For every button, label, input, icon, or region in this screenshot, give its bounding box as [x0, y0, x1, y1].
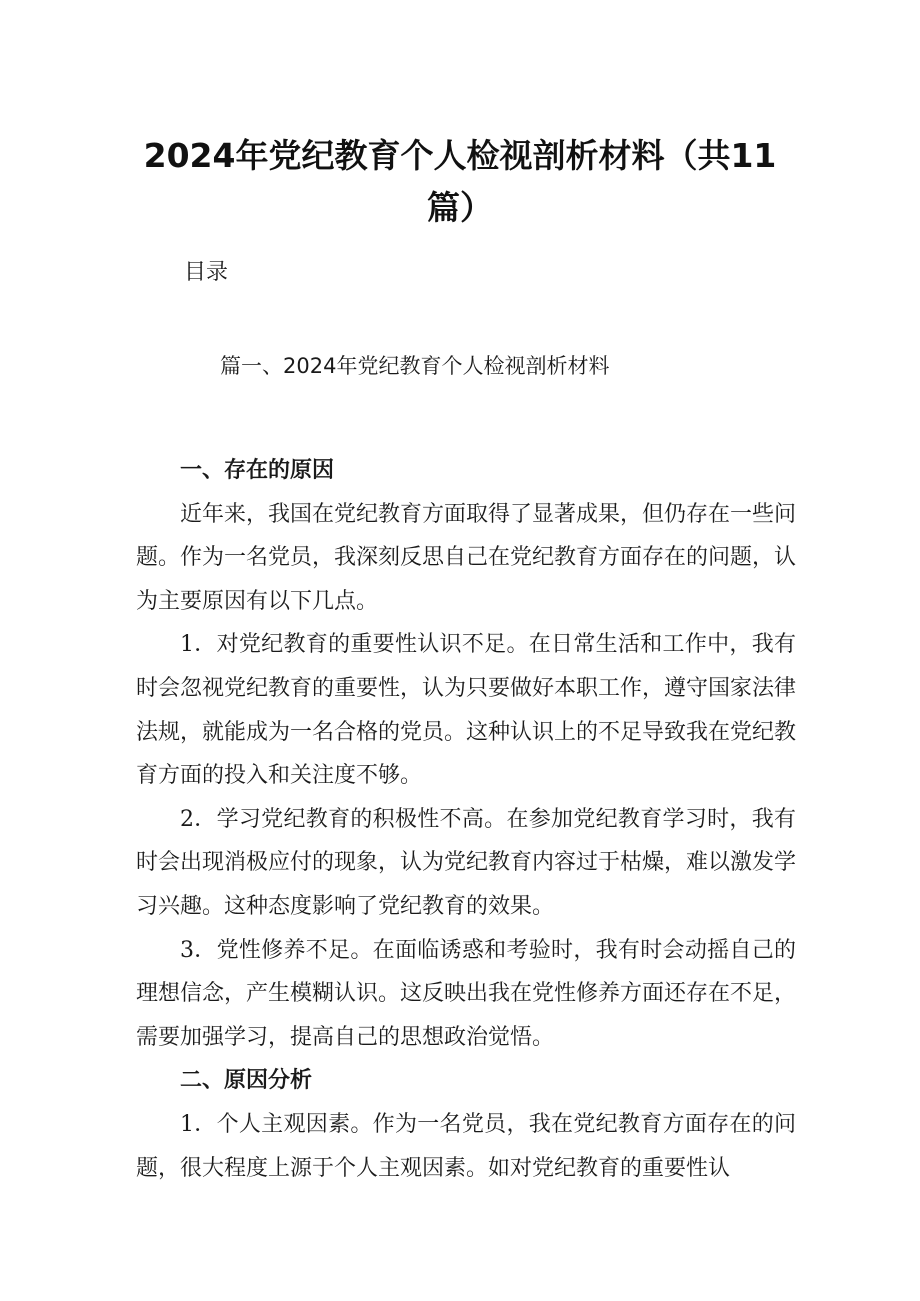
document-title — [140, 130, 780, 234]
section-heading: 一、存在的原因 — [180, 458, 335, 483]
toc-label: 目录 — [184, 260, 229, 285]
title-line-1: 2024年党纪教育个人检视剖析材料（共11 — [143, 136, 777, 175]
toc-item: 篇一、2024年党纪教育个人检视剖析材料 — [220, 354, 610, 378]
section-heading: 二、原因分析 — [180, 1068, 313, 1094]
paragraph: 3．党性修养不足。在面临诱惑和考验时，我有时会动摇自己的理想信念，产生模糊认识。这反映出我在党性修养方面还存在不足，需要加强学习，提高自己的思想政治觉悟。 — [136, 937, 797, 1050]
title-line-2: 篇） — [427, 188, 493, 227]
paragraph: 1．对党纪教育的重要性认识不足。在日常生活和工作中，我有时会忽视党纪教育的重要性，认为只要做好本职工作，遵守国家法律法规，就能成为一名合格的党员。这种认识上的不足导致我在党纪教育方面的投入和关注度不够。 — [136, 632, 797, 789]
paragraph: 2．学习党纪教育的积极性不高。在参加党纪教育学习时，我有时会出现消极应付的现象，认为党纪教育内容过于枯燥，难以激发学习兴趣。这种态度影响了党纪教育的效果。 — [136, 806, 797, 919]
paragraph: 1．个人主观因素。作为一名党员，我在党纪教育方面存在的问题，很大程度上源于个人主观因素。如对党纪教育的重要性认 — [136, 1111, 796, 1181]
paragraph: 近年来，我国在党纪教育方面取得了显著成果，但仍存在一些问题。作为一名党员，我深刻反思自己在党纪教育方面存在的问题，认为主要原因有以下几点。 — [136, 501, 797, 614]
document-body — [136, 449, 796, 1190]
